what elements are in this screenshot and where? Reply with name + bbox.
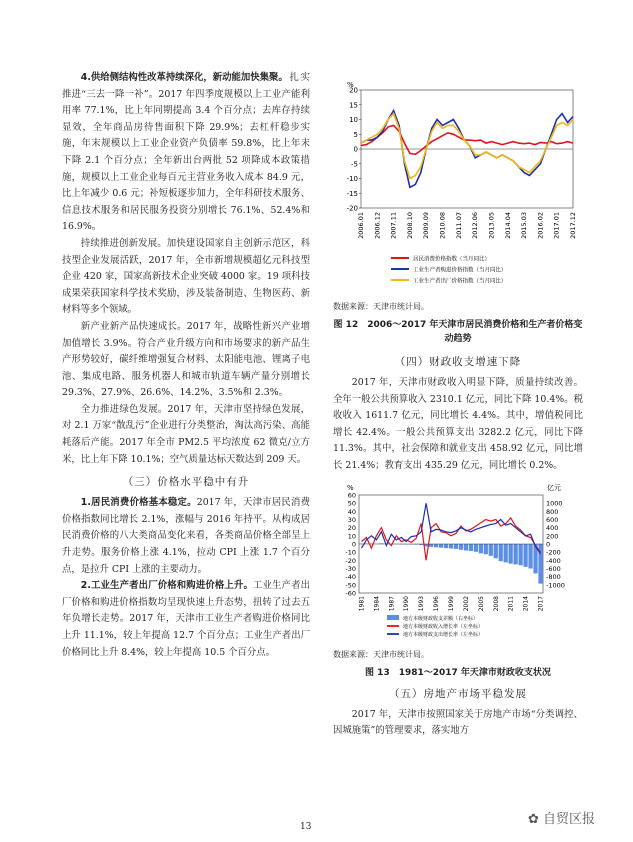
fiscal-balance-bar [469,544,473,551]
x-tick-label: 2016.02 [536,212,545,239]
y-right-tick-label: 0 [546,540,551,549]
para-fiscal: 2017 年，天津市财政收入明显下降，质量持续改善。全年一般公共预算收入 2310.1 亿元，同比下降 10.4%。税收收入 1611.7 亿元，同比增长 4.4%。其中，增值税同比增长 42.4%。一般公共预算支出 3282.2 亿元，同比下降 11.3%。其中，社会保障和就业支出 458.92 亿元，同比增长 21.4%；教育支出 435.29 亿元，同比增长 0.2%。 [333,377,583,471]
x-tick-label: 2015.03 [520,212,529,239]
fiscal-balance-bar [429,544,433,547]
y-left-tick-label: 20 [347,523,356,532]
para-realestate: 2017 年，天津市按照国家关于房地产市场“分类调控、因城施策”的管理要求，落实地方 [333,708,583,737]
y-left-tick-label: 40 [347,507,356,516]
legend-label: 地方本级财政支出增长率（左坐标） [403,631,484,638]
x-tick-label: 2017 [537,595,545,611]
heading-cpi: 1.居民消费价格基本稳定。 [80,497,197,509]
fiscal-balance-bar [479,544,483,553]
page-number: 13 [300,822,312,832]
fiscal-balance-bar [499,544,503,561]
y-right-tick-label: -600 [546,564,561,573]
para-supply-side: 4.供给侧结构性改革持续深化，新动能加快集聚。扎实推进“三去一降一补”。2017 年四季度规模以上工业产能利用率 77.1%，比上年同期提高 3.4 个百分点；去库存持续显效，全年商品房待售面积下降 29.9%；去杠杆稳步实施，年末规模以上工业企业资产负债率 59.8%，比上年末下降 2.1 个百分点；全年新出台两批 52 项降成本政策措施，规模以上工业企业每百元主营业务收入成本 84.9 元，比上年减少 0.6 元；补短板逐步加力，全年科研技术服务、信息技术服务和居民服务投资分别增长 76.1%、52.4%和 16.9%。 [62,72,310,233]
y-right-tick-label: 400 [546,523,559,532]
legend-swatch [387,615,399,620]
x-tick-label: 1993 [418,595,426,611]
legend-label: 工业生产者出厂价格指数（当月同比） [413,278,507,285]
y-left-tick-label: -30 [345,564,356,573]
x-tick-label: 2017.01 [552,212,561,239]
legend-label: 地方本级财政收入增长率（左坐标） [403,623,484,630]
x-tick-label: 2002 [462,595,470,611]
y-tick-label: -15 [346,189,358,198]
watermark-badge: ✿ 自贸区报 [528,812,596,827]
para-cpi: 1.居民消费价格基本稳定。2017 年，天津市居民消费价格指数同比增长 2.1%，涨幅与 2016 年持平。从构成居民消费价格的八大类商品变化来看，各类商品价格全部呈上升走势。服务价格上涨 4.1%，拉动 CPI 上涨 1.7 个百分点，是拉升 CPI 上涨的主要动力。 [62,497,310,575]
x-tick-label: 2014.04 [503,212,512,239]
y-left-tick-label: 30 [347,515,356,524]
fiscal-balance-bar [434,544,438,547]
y-tick-label: 0 [353,145,358,154]
chart-fiscal [333,481,583,641]
y-left-tick-label: -20 [345,556,356,565]
y-left-tick-label: -40 [345,572,356,581]
section-heading-prices: （三）价格水平稳中有升 [122,476,250,489]
y-tick-label: 15 [349,101,358,110]
x-tick-label: 2010.08 [438,212,447,239]
fiscal-balance-bar [484,544,488,554]
x-tick-label: 1981 [358,595,366,611]
fiscal-balance-bar [464,544,468,551]
chart13-source: 数据来源：天津市统计局。 [333,649,429,659]
y-right-tick-label: -1000 [546,580,565,589]
x-tick-label: 1984 [373,595,381,611]
fiscal-balance-bar [459,544,463,550]
x-tick-label: 2006.12 [373,212,382,239]
x-tick-label: 2008.10 [405,212,414,239]
y-right-tick-label: -800 [546,572,561,581]
y-left-tick-label: -60 [345,589,356,598]
fiscal-balance-bar [523,544,527,567]
right-column [333,78,583,740]
fiscal-balance-bar [494,544,498,558]
y-left-tick-label: 0 [351,540,356,549]
chart12-source: 数据来源：天津市统计局。 [333,302,429,311]
section-heading-realestate: （五）房地产市场平稳发展 [389,687,527,700]
x-tick-label: 1990 [403,595,411,611]
y-left-unit: % [347,483,354,492]
left-column [62,70,310,661]
y-tick-label: -5 [351,160,358,169]
legend-label: 工业生产者购进价格指数（当月同比） [413,267,507,274]
y-left-tick-label: -10 [345,548,356,557]
fiscal-balance-bar [449,544,453,548]
para-green: 全力推进绿色发展。2017 年，天津市坚持绿色发展，对 2.1 万家“散乱污”企业进行分类整治，淘汰高污染、高能耗落后产能。2017 年全市 PM2.5 平均浓度 62 微克/立方米，比上年下降 10.1%；空气质量达标天数达到 209 天。 [62,403,310,465]
y-left-tick-label: 10 [347,531,356,540]
para-innovation: 持续推进创新发展。加快建设国家自主创新示范区，科技型企业发展活跃，2017 年，全市新增规模超亿元科技型企业 420 家，国家高新技术企业突破 4000 家。19 项科技成果荣获国家科学技术奖励，涉及装备制造、生物医药、新材料等多个领域。 [62,237,310,316]
x-tick-label: 2012.06 [471,212,480,239]
y-tick-label: 5 [353,130,358,139]
wechat-icon: ✿ [528,812,539,827]
y-right-tick-label: 200 [546,531,559,540]
x-tick-label: 2005 [477,595,485,611]
x-tick-label: 1987 [388,595,396,611]
x-tick-label: 2013.05 [487,212,496,239]
fiscal-balance-bar [509,544,513,564]
y-right-tick-label: -200 [546,548,561,557]
series-line [361,125,573,154]
legend-label: 地方本级财政收支差额（右坐标） [403,615,479,622]
x-tick-label: 2011.07 [454,212,463,239]
chart13-caption: 图 13 1981～2017 年天津市财政收支状况 [365,667,551,678]
y-unit-label: % [347,81,354,89]
y-right-tick-label: 1000 [546,499,563,508]
fiscal-balance-bar [454,544,458,549]
fiscal-balance-bar [519,544,523,565]
fiscal-balance-bar [444,544,448,548]
x-tick-label: 2014 [522,595,530,611]
heading-ppi: 2.工业生产者出厂价格和购进价格上升。 [80,580,253,592]
y-tick-label: -10 [346,175,358,183]
x-tick-label: 2009.09 [422,212,431,239]
fiscal-balance-bar [439,544,443,548]
fiscal-balance-bar [504,544,508,562]
series-line [361,114,573,179]
heading-supply-side: 4.供给侧结构性改革持续深化，新动能加快集聚。 [80,72,288,83]
y-right-unit: 亿元 [547,483,561,492]
para-ppi: 2.工业生产者出厂价格和购进价格上升。工业生产者出厂价格和购进价格指数均呈现快速上升态势，扭转了过去五年负增长走势。2017 年，天津市工业生产者购进价格同比上升 11.1%，较上年提高 12.7 个百分点；工业生产者出厂价格同比上升 8.4%，较上年提高 10.5 个百分点。 [62,580,310,658]
fiscal-balance-bar [474,544,478,552]
x-tick-label: 2008 [492,595,500,611]
chart-price-trend [333,78,583,293]
y-left-tick-label: 60 [347,491,356,500]
x-tick-label: 1999 [448,595,455,611]
fiscal-balance-bar [514,544,518,564]
fiscal-balance-bar [528,544,532,569]
y-left-tick-label: -50 [345,580,356,589]
y-tick-label: -20 [346,204,358,213]
x-tick-label: 2017.12 [569,212,577,239]
para-new-industry: 新产业新产品快速成长。2017 年，战略性新兴产业增加值增长 3.9%。符合产业升级方向和市场要求的新产品生产形势较好，碳纤维增强复合材料、太阳能电池、锂离子电池、集成电路、服务机器人和城市轨道车辆产量分别增长 29.3%、27.9%、26.6%、14.2%、3.5%和 2.3%。 [62,320,310,399]
y-right-tick-label: -400 [546,556,561,565]
y-right-tick-label: 600 [546,515,559,524]
fiscal-balance-bar [489,544,493,556]
x-tick-label: 1996 [433,595,441,611]
section-heading-fiscal: （四）财政收支增速下降 [394,356,522,368]
chart12-caption: 图 12 2006～2017 年天津市居民消费价格和生产者价格变动趋势 [333,320,583,344]
y-left-tick-label: 50 [347,499,356,508]
y-tick-label: 10 [349,116,358,124]
y-tick-label: 20 [349,86,358,95]
x-tick-label: 2011 [507,595,515,611]
x-tick-label: 2007.11 [389,212,398,239]
y-right-tick-label: 800 [546,507,559,516]
x-tick-label: 2006.01 [357,212,365,239]
legend-label: 居民消费价格指数（当月同比） [413,256,491,263]
